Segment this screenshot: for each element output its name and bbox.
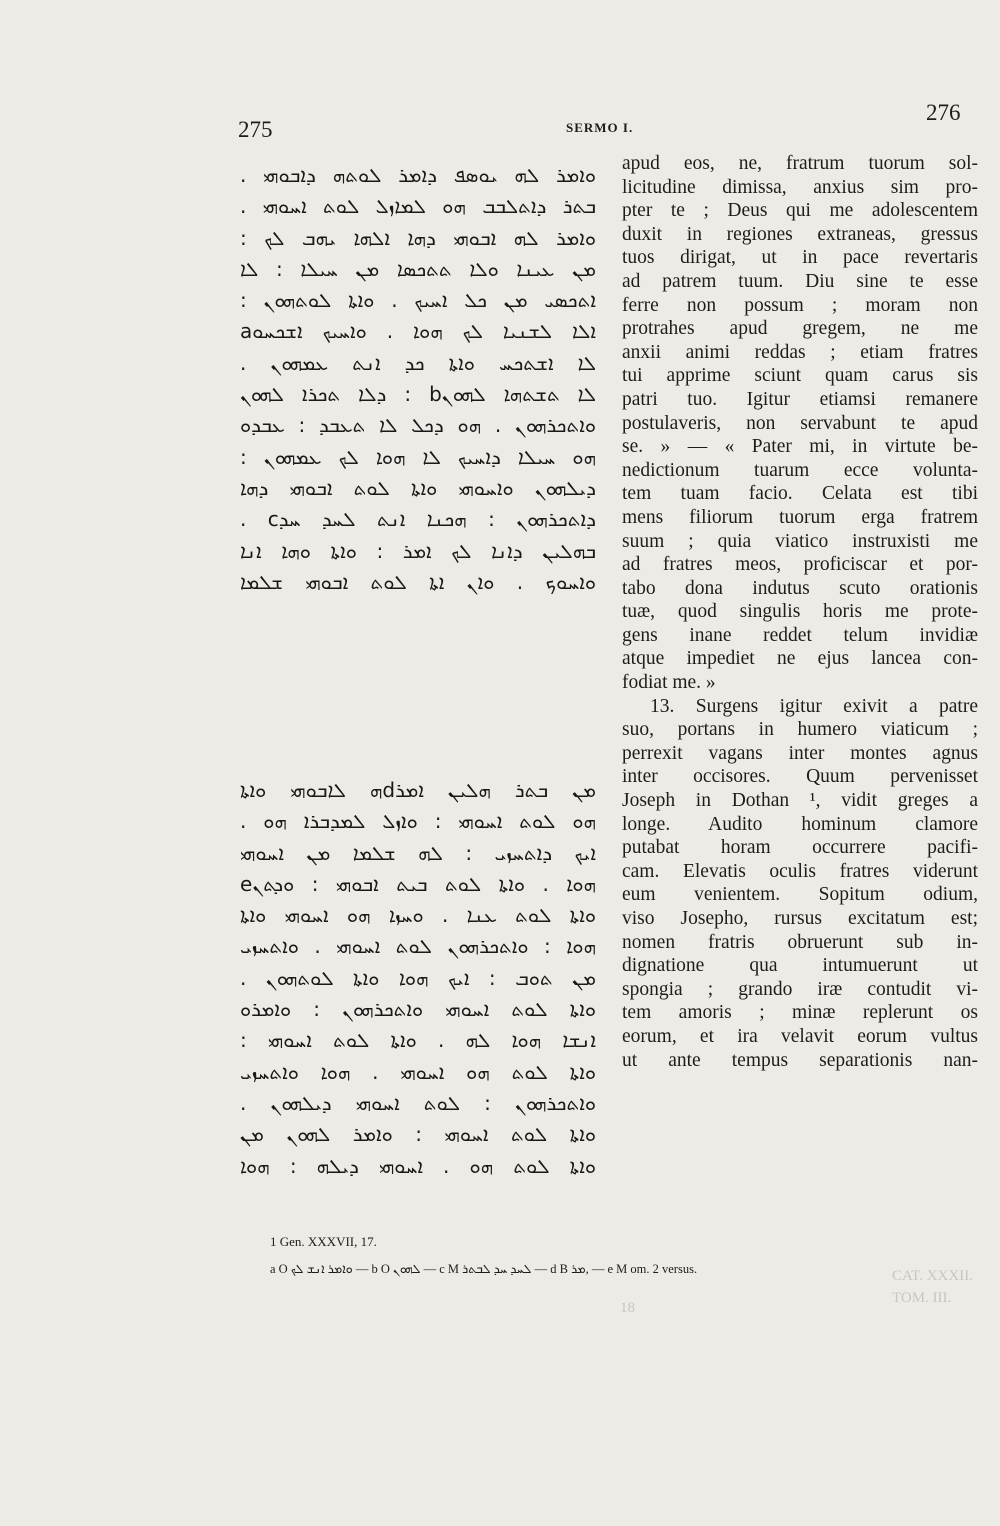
latin-line: spongia ; grando iræ contudit vi-	[622, 978, 978, 1000]
syriac-line: ܘܐܚܘܟ . ܘܐܢ ܐܬܐ ܠܘܬ ܐܒܘܗܝ ܫܠܡܐ	[240, 569, 596, 594]
syriac-line: ܘܐܡܪ ܠܗ ܝܘܣܦ ܕܐܡܪ ܠܘܬܗ ܕܐܒܘܗܝ .	[240, 163, 596, 187]
syriac-line: ܘܐܬܐ ܠܘܬ ܐܚܘܗܝ ܘܐܬܟܪܗܘܢ : ܘܐܡܪܘ	[240, 997, 596, 1022]
syriac-line: ܗܘ ܚܝܠܐ ܕܐܚܝܟ ܠܐ ܗܘܐ ܠܟ ܥܡܗܘܢ :	[240, 444, 596, 469]
latin-line: eorum, et ira velavit eorum vultus	[622, 1025, 978, 1047]
syriac-line: ܡܢ ܥܝܢܐ ܘܠܐ ܬܬܟܣܐ ܡܢ ܚܝܠܐ : ܠܐ	[240, 256, 596, 281]
latin-line: dignatione qua intumuerunt ut	[622, 955, 978, 977]
syriac-line: ܐܬܟܣܝ ܡܢ ܟܠ ܐܚܝܟ . ܘܐܬܐ ܠܘܬܗܘܢ :	[240, 288, 596, 313]
syriac-line: ܕܐܬܟܪܗܘܢ : ܗܟܢܐ ܐܢܬ ܠܚܕ ܚܕc .	[240, 507, 596, 532]
syriac-line: ܠܐ ܬܫܬܗܐ ܠܗܘܢb : ܕܠܐ ܬܟܪܐ ܠܗܘܢ	[240, 382, 596, 407]
latin-line: postulaveris, non servabunt te apud	[622, 412, 978, 434]
latin-line: cam. Elevatis oculis fratres viderunt	[622, 860, 978, 882]
latin-line: tuos dirigat, ut in pace revertaris	[622, 247, 978, 269]
latin-line: tuæ, quod singulis horis me prote-	[622, 601, 978, 623]
latin-line: pter te ; Deus qui me adolescentem	[622, 200, 978, 222]
latin-line: atque impediet ne ejus lancea con-	[622, 648, 978, 670]
bleed-through-text: 18	[620, 1300, 635, 1316]
syriac-paragraph-2	[240, 775, 596, 1182]
latin-line: apud eos, ne, fratrum tuorum sol-	[622, 153, 978, 174]
syriac-line: ܘܐܬܟܪܗܘܢ : ܠܘܬ ܐܚܘܗܝ ܕܝܠܗܘܢ .	[240, 1090, 596, 1115]
syriac-line: ܗܘܐ . ܘܐܬܐ ܠܘܬ ܒܝܬ ܐܒܘܗܝ : ܘܕܬܢe	[240, 871, 596, 896]
syriac-line: ܘܐܬܐ ܠܘܬ ܥܢܐ . ܘܚܙܐ ܗܘ ܐܚܘܗܝ ܘܐܬܐ	[240, 903, 596, 928]
latin-line: gens inane reddet telum invidiæ	[622, 624, 978, 646]
latin-line: putabat horam occurrere pacifi-	[622, 837, 978, 859]
syriac-paragraph-1	[240, 160, 596, 598]
latin-line: perrexit vagans inter montes agnus	[622, 742, 978, 764]
latin-line: suum ; quia viatico instruxisti me	[622, 530, 978, 552]
syriac-line: ܒܬܪ ܕܐܬܠܒܒ ܗܘ ܠܡܐܙܠ ܠܘܬ ܐܚܘܗܝ .	[240, 194, 596, 219]
syriac-line: ܐܝܟ ܕܐܬܚܙܝ : ܠܗ ܫܠܡܐ ܡܢ ܐܚܘܗܝ	[240, 840, 596, 865]
latin-line: protrahes apud gregem, ne me	[622, 318, 978, 340]
right-page-number: 276	[926, 100, 961, 125]
latin-line: longe. Audito hominum clamore	[622, 813, 978, 835]
syriac-line: ܘܐܬܟܪܗܘܢ . ܗܘ ܕܟܠ ܠܐ ܬܥܒܕ : ܥܒܕܘ	[240, 413, 596, 438]
footnote-gen-reference: 1 Gen. XXXVII, 17.	[270, 1234, 377, 1249]
syriac-line: ܘܐܬܐ ܠܘܬ ܗܘ ܐܚܘܗܝ . ܗܘܐ ܘܐܬܚܙܝ	[240, 1059, 596, 1084]
latin-line: anxii animi reddas ; etiam fratres	[622, 341, 978, 363]
latin-line: suo, portans in humero viaticum ;	[622, 719, 978, 741]
syriac-line: ܡܢ ܬܘܒ : ܐܝܟ ܗܘܐ ܘܐܬܐ ܠܘܬܗܘܢ .	[240, 965, 596, 990]
syriac-line: ܐܢܫܐ ܗܘܐ ܠܗ . ܘܐܬܐ ܠܘܬ ܐܚܘܗܝ :	[240, 1028, 596, 1053]
latin-line: tui apprime sciunt quam carus sis	[622, 365, 978, 387]
running-head: SERMO I.	[566, 120, 634, 135]
latin-translation-column	[622, 152, 978, 1072]
syriac-line: ܡܢ ܒܬܪ ܗܠܝܢ ܐܡܪdܗ ܠܐܒܘܗܝ ܘܐܬܐ	[240, 778, 596, 802]
syriac-line: ܕܝܠܗܘܢ ܘܐܚܘܗܝ ܘܐܬܐ ܠܘܬ ܐܒܘܗܝ ܕܗܐ	[240, 475, 596, 500]
latin-line: ferre non possum ; moram non	[622, 294, 978, 316]
syriac-line: ܗܘ ܠܘܬ ܐܚܘܗܝ : ܘܐܙܠ ܠܡܕܒܪܐ ܗܘ .	[240, 809, 596, 834]
latin-line: tem tuam facio. Celata est tibi	[622, 483, 978, 505]
latin-line: fodiat me. »	[622, 672, 716, 694]
syriac-line: ܘܐܬܐ ܠܘܬ ܐܚܘܗܝ : ܘܐܡܪ ܠܗܘܢ ܡܢ	[240, 1122, 596, 1147]
latin-line: ad fratres meos, proficiscar et por-	[622, 554, 978, 576]
syriac-line: ܐܠܐ ܠܫܢܝܐ ܠܟ ܗܘܐ . ܘܐܚܝܟ ܐܫܟܚܘa	[240, 319, 596, 344]
latin-line: tem amoris ; minæ replerunt os	[622, 1002, 978, 1024]
footnote-variant-readings: a O ܘܐܡܪ ܐܢܫ ܠܟ — b O ܠܗܘܢ — c M ܠܚܕ ܚܕ ܠܒܬܪ — d B ܡܪ, — e M om. 2 versus.	[270, 1262, 698, 1276]
latin-line: Joseph in Dothan ¹, vidit greges a	[622, 790, 978, 812]
latin-line: viso Josepho, rursus excitatum est;	[622, 908, 978, 929]
latin-paragraph-start: 13. Surgens igitur exivit a patre	[650, 695, 978, 717]
latin-line: nomen fratris obruerunt sub in-	[622, 931, 978, 953]
latin-line: inter occisores. Quum pervenisset	[622, 766, 978, 788]
latin-line: ad patrem tuum. Diu sine te esse	[622, 270, 978, 292]
latin-line: eum venientem. Sopitum odium,	[622, 884, 978, 906]
latin-line: ut ante tempus separationis nan-	[622, 1049, 978, 1071]
latin-line: licitudine dimissa, anxius sim pro-	[622, 176, 978, 198]
syriac-line: ܘܐܬܐ ܠܘܬ ܗܘ . ܐܚܘܗܝ ܕܝܠܗ : ܗܘܐ	[240, 1153, 596, 1178]
syriac-line: ܘܐܡܪ ܠܗ ܐܒܘܗܝ ܕܗܐ ܐܠܗܐ ܝܗܒ ܠܟ :	[240, 225, 596, 250]
syriac-line: ܒܗܠܝܢ ܕܐܢܐ ܠܟ ܐܡܪ : ܘܐܬܐ ܘܗܐ ܐܢܐ	[240, 538, 596, 563]
latin-line: se. » — « Pater mi, in virtute be-	[622, 436, 978, 458]
syriac-line: ܠܐ ܐܫܬܟܚ ܘܐܬܐ ܟܕ ܐܢܬ ܥܡܗܘܢ .	[240, 350, 596, 375]
latin-line: patri tuo. Igitur etiamsi remanere	[622, 388, 978, 410]
latin-line: tabo dona indutus scuto orationis	[622, 577, 978, 599]
bleed-through-text: TOM. III.	[892, 1290, 952, 1306]
left-page-number: 275	[238, 117, 273, 142]
latin-line: nedictionum tuarum ecce volunta-	[622, 459, 978, 481]
bleed-through-text: CAT. XXXII.	[892, 1268, 973, 1284]
syriac-line: ܗܘܐ : ܘܐܬܟܪܗܘܢ ܠܘܬ ܐܚܘܗܝ . ܘܐܬܚܙܝ	[240, 934, 596, 959]
latin-line: duxit in regiones extraneas, gressus	[622, 223, 978, 245]
latin-line: mens filiorum tuorum erga fratrem	[622, 506, 978, 528]
